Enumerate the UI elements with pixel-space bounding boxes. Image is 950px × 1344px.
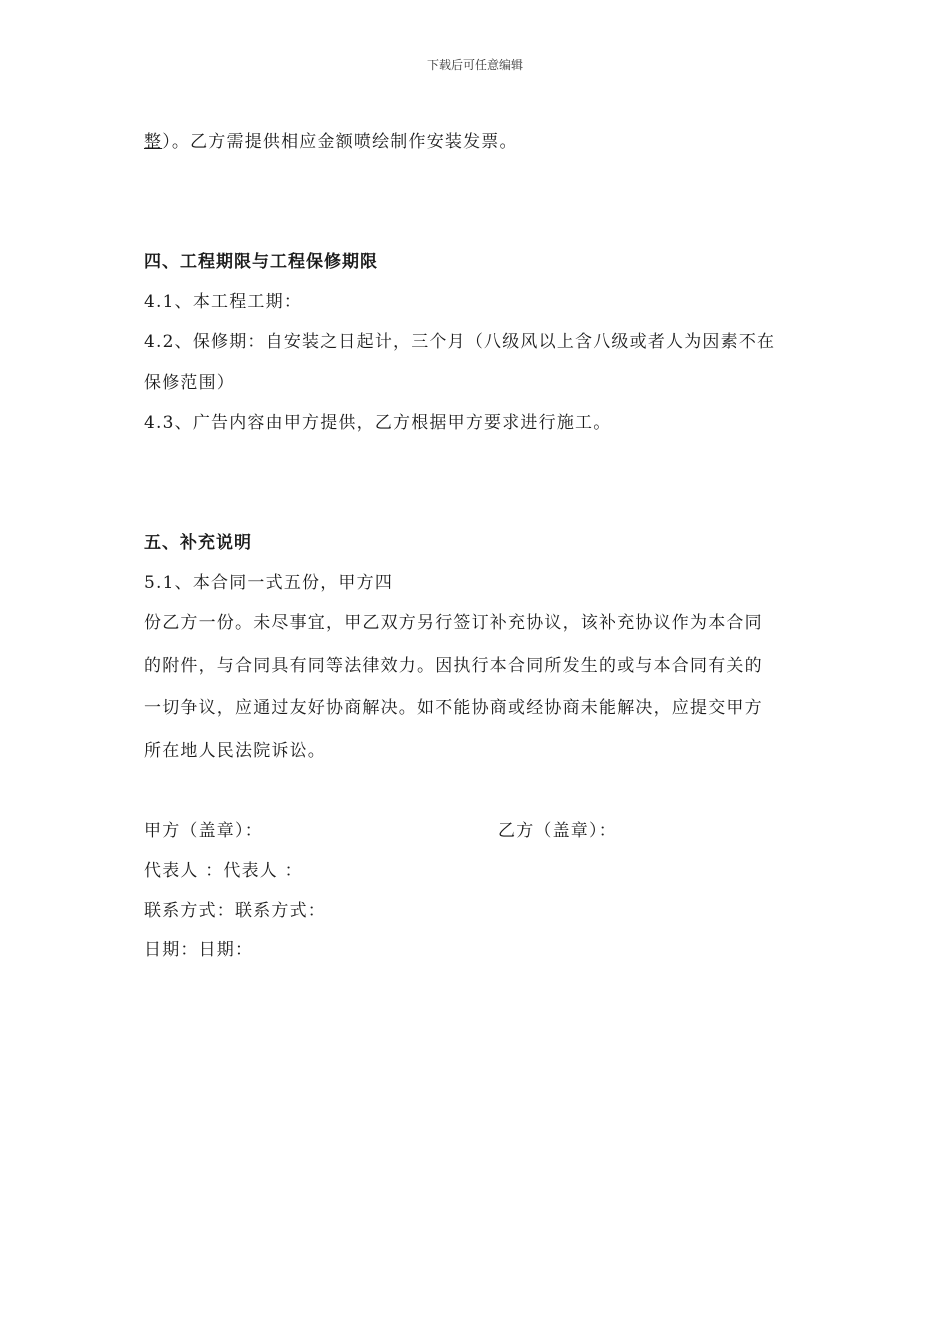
representative-label: 代表人 ：代表人 ： bbox=[144, 861, 303, 881]
section-4-title: 四、工程期限与工程保修期限 bbox=[144, 252, 378, 272]
section-5-title: 五、补充说明 bbox=[144, 533, 252, 553]
section-5-paragraph-line1: 份乙方一份。未尽事宜，甲乙双方另行签订补充协议，该补充协议作为本合同 bbox=[144, 613, 763, 633]
clause-4-3: 4.3、广告内容由甲方提供，乙方根据甲方要求进行施工。 bbox=[144, 413, 612, 433]
contact-label: 联系方式：联系方式： bbox=[144, 901, 326, 921]
clause-4-2-line1: 4.2、保修期：自安装之日起计，三个月（八级风以上含八级或者人为因素不在 bbox=[144, 332, 776, 352]
party-a-seal-label: 甲方（盖章）： bbox=[144, 821, 263, 841]
page-header: 下载后可任意编辑 bbox=[426, 58, 523, 72]
section-5-paragraph-line2: 的附件，与合同具有同等法律效力。因执行本合同所发生的或与本合同有关的 bbox=[144, 656, 763, 676]
clause-4-1: 4.1、本工程工期： bbox=[144, 292, 303, 312]
section-5-paragraph-line4: 所在地人民法院诉讼。 bbox=[144, 741, 326, 761]
intro-text: ）。乙方需提供相应金额喷绘制作安装发票。 bbox=[162, 132, 518, 152]
party-b-seal-label: 乙方（盖章）： bbox=[498, 821, 617, 841]
clause-4-2-line2: 保修范围） bbox=[144, 373, 235, 393]
date-label: 日期：日期： bbox=[144, 940, 254, 960]
intro-line bbox=[144, 130, 518, 154]
intro-underlined-char: 整 bbox=[144, 132, 163, 152]
clause-5-1: 5.1、本合同一式五份，甲方四 bbox=[144, 573, 394, 593]
section-5-paragraph-line3: 一切争议，应通过友好协商解决。如不能协商或经协商未能解决，应提交甲方 bbox=[144, 698, 763, 718]
